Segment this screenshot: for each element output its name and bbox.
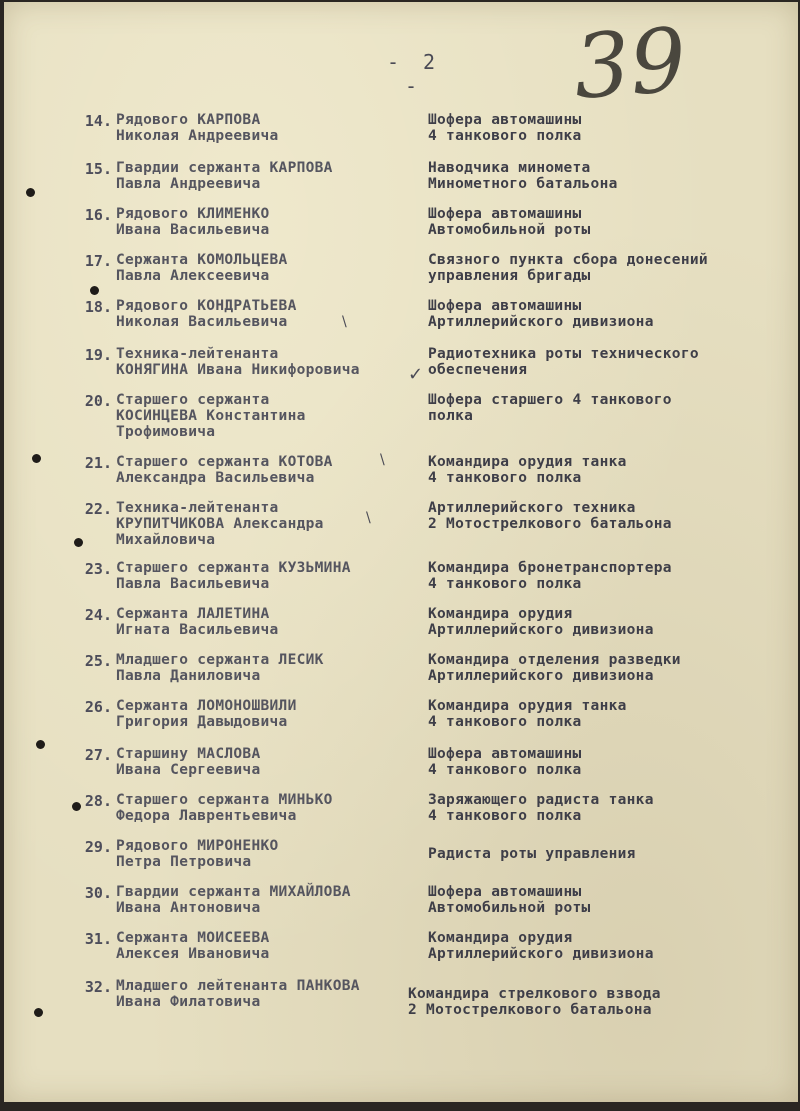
person-name: Рядового КОНДРАТЬЕВА Николая Васильевича [116, 298, 297, 330]
person-name: Гвардии сержанта МИХАЙЛОВА Ивана Антоновича [116, 884, 351, 916]
entry-number: 15. [84, 160, 112, 178]
person-position: Командира отделения разведки Артиллерийского дивизиона [428, 652, 681, 684]
person-position: Командира бронетранспортера 4 танкового полка [428, 560, 672, 592]
person-position: Радиста роты управления [428, 846, 636, 862]
entry-number: 19. [84, 346, 112, 364]
binder-hole [26, 188, 35, 197]
person-name: Младшего сержанта ЛЕСИК Павла Даниловича [116, 652, 324, 684]
binder-hole [74, 538, 83, 547]
person-position: Шофера автомашины Артиллерийского дивизиона [428, 298, 654, 330]
entry-number: 31. [84, 930, 112, 948]
check-mark: \ [342, 314, 347, 330]
person-position: Наводчика миномета Минометного батальона [428, 160, 618, 192]
person-name: Сержанта ЛАЛЕТИНА Игната Васильевича [116, 606, 279, 638]
person-position: Заряжающего радиста танка 4 танкового полка [428, 792, 654, 824]
person-name: Сержанта МОИСЕЕВА Алексея Ивановича [116, 930, 270, 962]
person-name: Младшего лейтенанта ПАНКОВА Ивана Филатовича [116, 978, 360, 1010]
person-name: Гвардии сержанта КАРПОВА Павла Андреевича [116, 160, 333, 192]
person-name: Старшину МАСЛОВА Ивана Сергеевича [116, 746, 261, 778]
person-name: Рядового КЛИМЕНКО Ивана Васильевича [116, 206, 270, 238]
person-name: Сержанта ЛОМОНОШВИЛИ Григория Давыдовича [116, 698, 297, 730]
entry-number: 32. [84, 978, 112, 996]
check-mark: \ [366, 510, 371, 526]
person-position: Командира орудия Артиллерийского дивизиона [428, 606, 654, 638]
person-position: Шофера автомашины Автомобильной роты [428, 206, 591, 238]
person-name: Старшего сержанта КОСИНЦЕВА Константина Трофимовича [116, 392, 306, 440]
entry-number: 29. [84, 838, 112, 856]
binder-hole [34, 1008, 43, 1017]
entry-number: 22. [84, 500, 112, 518]
entry-number: 16. [84, 206, 112, 224]
entry-number: 20. [84, 392, 112, 410]
entry-number: 25. [84, 652, 112, 670]
binder-hole [36, 740, 45, 749]
person-position: Шофера старшего 4 танкового полка [428, 392, 672, 424]
entry-number: 27. [84, 746, 112, 764]
person-position: Связного пункта сбора донесений управления бригады [428, 252, 708, 284]
check-mark: ✓ [408, 364, 424, 385]
person-position: Шофера автомашины 4 танкового полка [428, 746, 582, 778]
entry-number: 23. [84, 560, 112, 578]
binder-hole [32, 454, 41, 463]
entry-number: 18. [84, 298, 112, 316]
check-mark: \ [380, 452, 385, 468]
person-name: Техника-лейтенанта КОНЯГИНА Ивана Никифоровича [116, 346, 360, 378]
document-page [4, 2, 798, 1102]
entry-number: 30. [84, 884, 112, 902]
person-name: Старшего сержанта МИНЬКО Федора Лаврентьевича [116, 792, 333, 824]
person-name: Рядового КАРПОВА Николая Андреевича [116, 112, 279, 144]
person-position: Шофера автомашины Автомобильной роты [428, 884, 591, 916]
person-position: Командира стрелкового взвода 2 Мотострелкового батальона [408, 986, 661, 1018]
entry-number: 26. [84, 698, 112, 716]
entry-number: 17. [84, 252, 112, 270]
entry-number: 14. [84, 112, 112, 130]
person-name: Сержанта КОМОЛЬЦЕВА Павла Алексеевича [116, 252, 288, 284]
folio-number-handwritten: 39 [570, 8, 690, 119]
binder-hole [90, 286, 99, 295]
person-position: Командира орудия танка 4 танкового полка [428, 454, 627, 486]
person-name: Старшего сержанта КУЗЬМИНА Павла Васильевича [116, 560, 351, 592]
person-position: Командира орудия Артиллерийского дивизиона [428, 930, 654, 962]
person-name: Рядового МИРОНЕНКО Петра Петровича [116, 838, 279, 870]
person-name: Техника-лейтенанта КРУПИТЧИКОВА Александра Михайловича [116, 500, 324, 548]
person-name: Старшего сержанта КОТОВА Александра Васильевича [116, 454, 333, 486]
page-number: - 2 - [386, 50, 442, 98]
entry-number: 24. [84, 606, 112, 624]
person-position: Командира орудия танка 4 танкового полка [428, 698, 627, 730]
person-position: Артиллерийского техника 2 Мотострелкового батальона [428, 500, 672, 532]
entry-number: 21. [84, 454, 112, 472]
person-position: Шофера автомашины 4 танкового полка [428, 112, 582, 144]
entry-number: 28. [84, 792, 112, 810]
person-position: Радиотехника роты технического обеспечения [428, 346, 699, 378]
